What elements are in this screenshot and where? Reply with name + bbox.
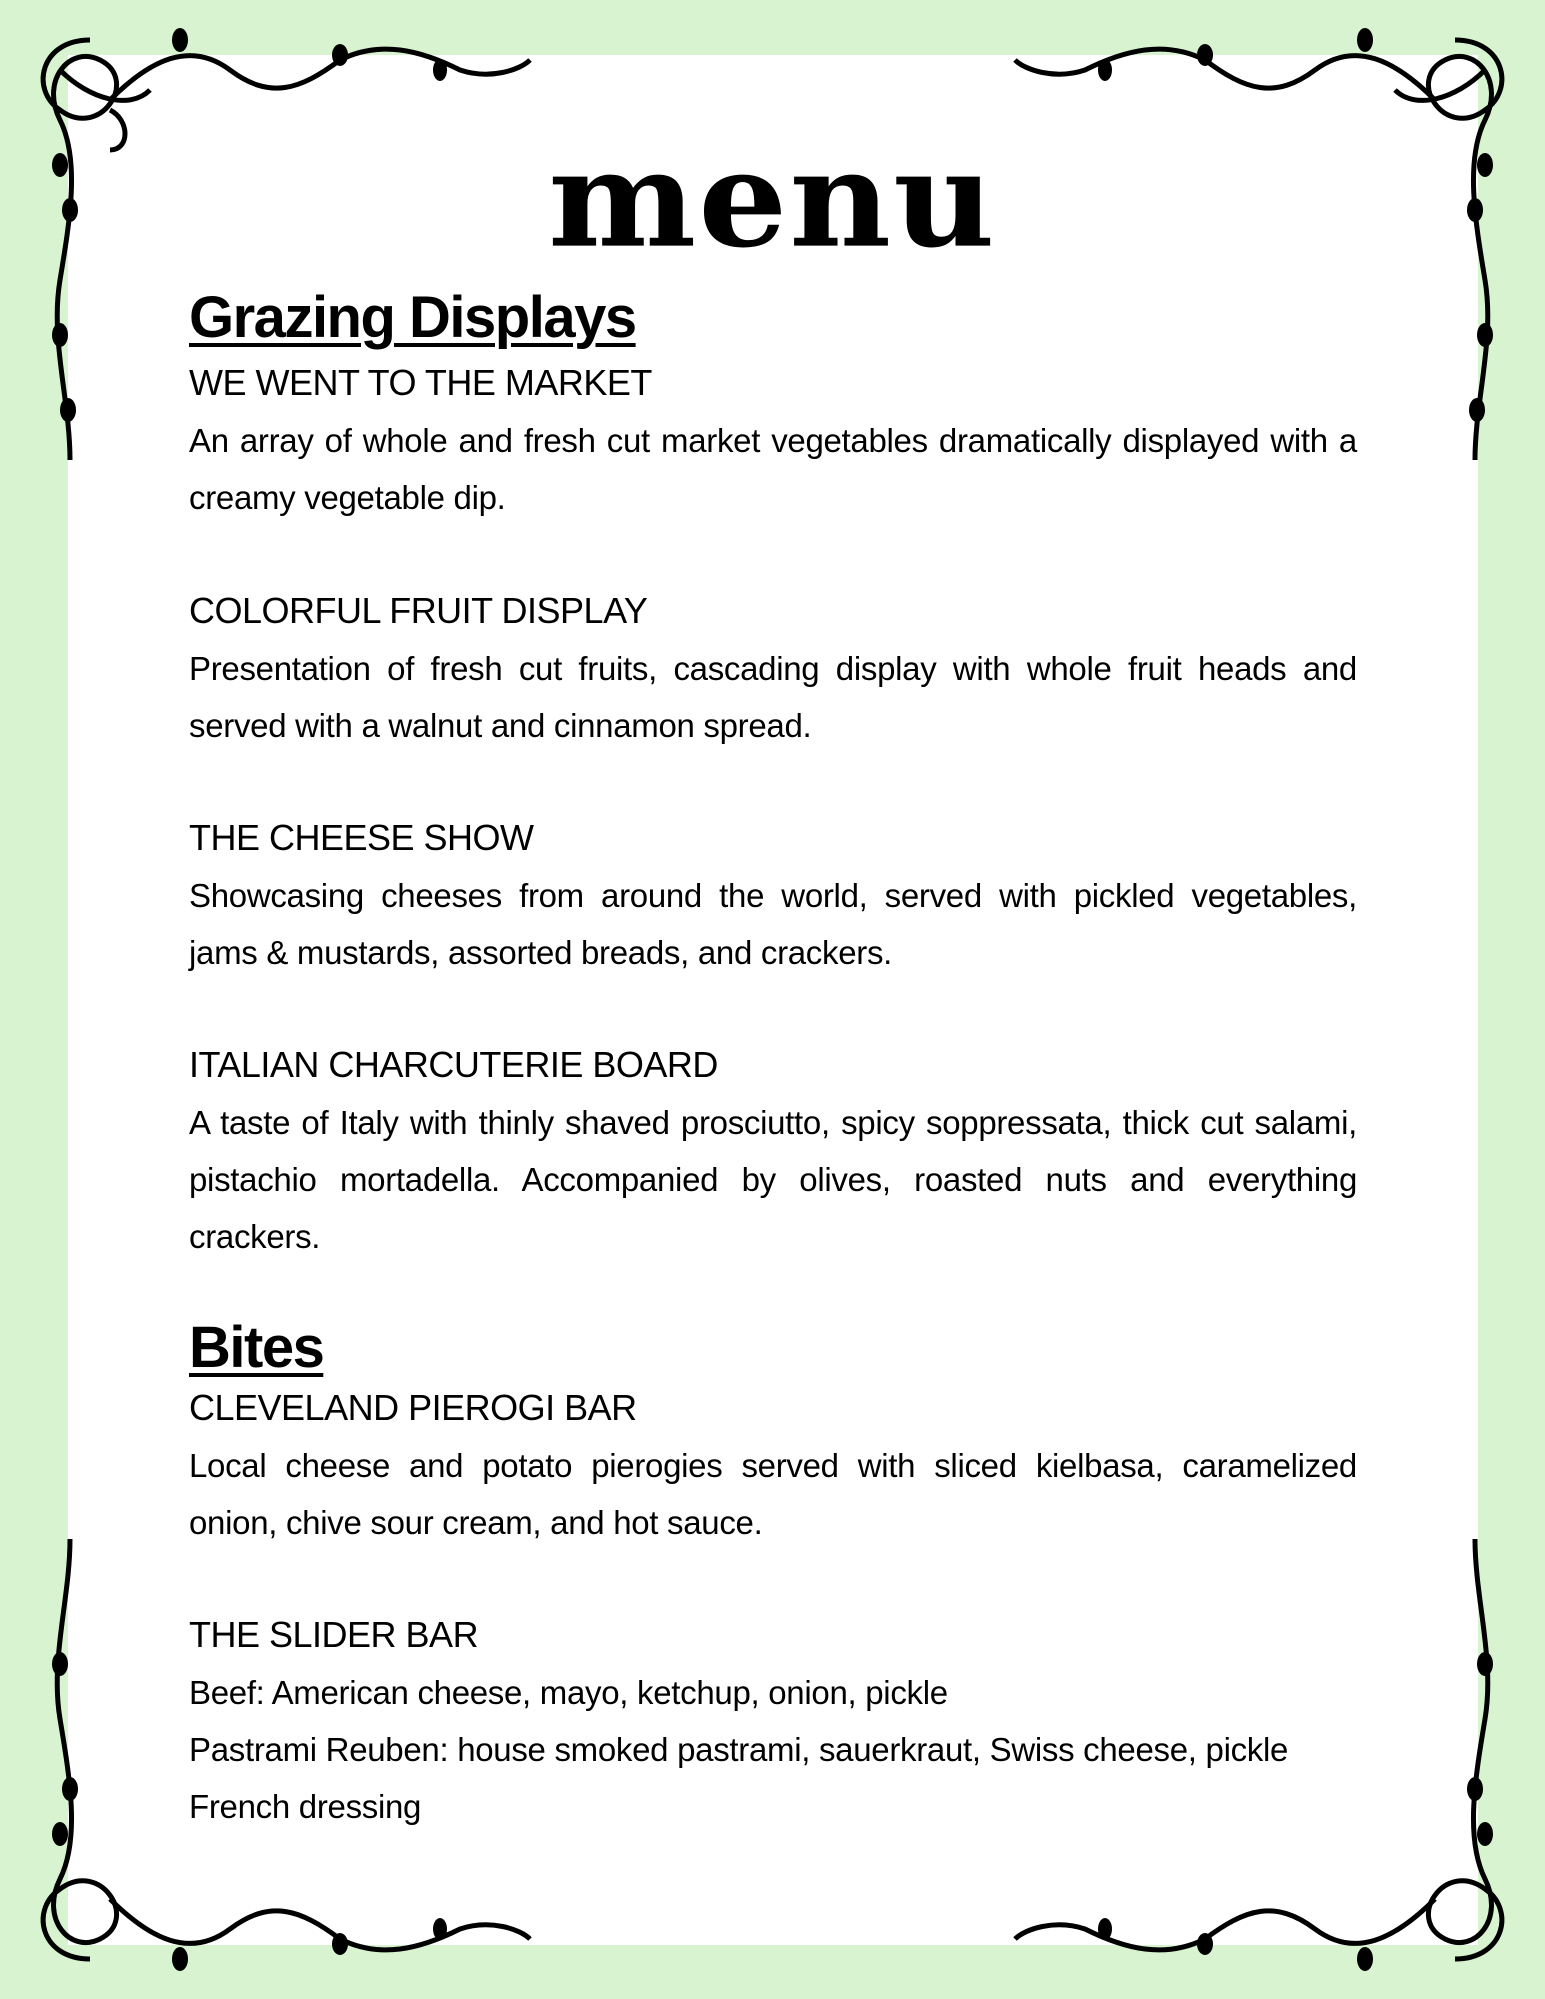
item-description: Presentation of fresh cut fruits, cascading display with whole fruit heads and served with a walnut and cinnamon spread.	[189, 650, 1357, 744]
menu-item	[189, 1612, 1357, 1835]
item-description: Local cheese and potato pierogies served with sliced kielbasa, caramelized onion, chive sour cream, and hot sauce.	[189, 1447, 1357, 1541]
item-line: Beef: American cheese, mayo, ketchup, onion, pickle	[189, 1674, 948, 1711]
item-name: WE WENT TO THE MARKET	[189, 362, 652, 403]
section-heading-grazing-displays: Grazing Displays	[189, 285, 636, 350]
item-line: French dressing	[189, 1788, 422, 1825]
menu-item	[189, 815, 1357, 981]
item-name: THE CHEESE SHOW	[189, 817, 534, 858]
item-name: THE SLIDER BAR	[189, 1614, 479, 1655]
section-heading-bites: Bites	[189, 1315, 324, 1380]
item-description: A taste of Italy with thinly shaved prosciutto, spicy soppressata, thick cut salami, pistachio mortadella. Accompanied by olives, roasted nuts and everything crackers.	[189, 1104, 1357, 1255]
item-line: Pastrami Reuben: house smoked pastrami, sauerkraut, Swiss cheese, pickle	[189, 1731, 1289, 1768]
menu-item	[189, 1042, 1357, 1265]
menu-item	[189, 360, 1357, 526]
menu-item	[189, 1385, 1357, 1551]
item-description: Showcasing cheeses from around the world, served with pickled vegetables, jams & mustards, assorted breads, and crackers.	[189, 877, 1357, 971]
item-name: CLEVELAND PIEROGI BAR	[189, 1387, 637, 1428]
item-description: An array of whole and fresh cut market vegetables dramatically displayed with a creamy vegetable dip.	[189, 422, 1357, 516]
item-name: COLORFUL FRUIT DISPLAY	[189, 590, 648, 631]
menu-title: menu	[548, 122, 997, 278]
menu-item	[189, 588, 1357, 754]
item-name: ITALIAN CHARCUTERIE BOARD	[189, 1044, 718, 1085]
